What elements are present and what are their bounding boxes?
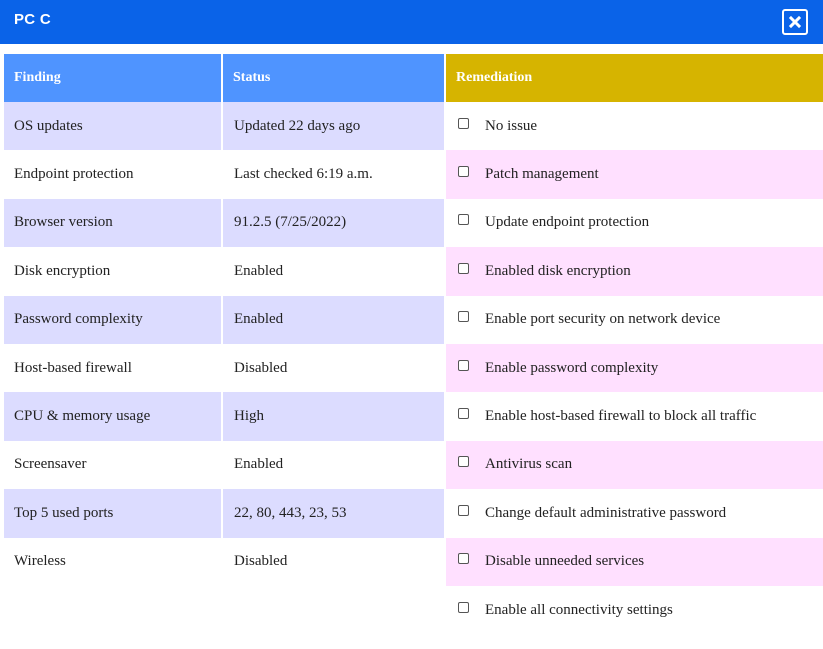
finding-row [4,199,444,247]
finding-status: High [223,392,444,440]
finding-row [4,538,444,586]
finding-name: CPU & memory usage [4,392,221,440]
remediation-checkbox[interactable] [458,263,469,274]
remediation-checkbox[interactable] [458,553,469,564]
remediation-checkbox[interactable] [458,505,469,516]
finding-row [4,392,444,440]
title-bar [0,0,823,44]
remediation-checkbox[interactable] [458,118,469,129]
finding-name: OS updates [4,102,221,150]
remediation-label: Patch management [485,166,599,183]
status-column-header: Status [223,54,444,102]
remediation-list [446,54,823,634]
findings-table [4,54,444,586]
findings-body [4,102,444,586]
remediation-option[interactable] [446,150,823,198]
finding-status: Last checked 6:19 a.m. [234,166,373,183]
close-button[interactable] [782,9,808,35]
remediation-checkbox[interactable] [458,166,469,177]
remediation-label: Disable unneeded services [485,553,645,570]
remediation-label: Enable password complexity [485,359,659,376]
finding-row [4,150,444,198]
remediation-checkbox[interactable] [458,360,469,371]
remediation-checkbox[interactable] [458,602,469,613]
remediation-label: Enable all connectivity settings [485,601,673,618]
remediation-column-header: Remediation [446,54,823,102]
finding-name: Browser version [4,199,221,247]
finding-status: 91.2.5 (7/25/2022) [223,199,444,247]
finding-name: Top 5 used ports [4,489,221,537]
finding-row [4,441,444,489]
finding-row [4,247,444,295]
remediation-label: No issue [485,117,538,134]
remediation-option[interactable] [446,296,823,344]
remediation-option[interactable] [446,441,823,489]
finding-status: Enabled [223,296,444,344]
remediation-label: Enable port security on network device [485,311,721,328]
remediation-option[interactable] [446,392,823,440]
finding-status: Updated 22 days ago [223,102,444,150]
finding-row [4,102,444,150]
findings-header-row [4,54,444,102]
remediation-checkbox[interactable] [458,214,469,225]
remediation-option[interactable] [446,489,823,537]
remediation-option[interactable] [446,586,823,634]
finding-status: Enabled [234,262,284,279]
remediation-label: Enable host-based firewall to block all traffic [485,408,757,425]
finding-name: Disk encryption [14,262,111,279]
remediation-option[interactable] [446,344,823,392]
finding-status: Disabled [234,359,288,376]
remediation-label: Change default administrative password [485,504,727,521]
finding-name: Password complexity [4,296,221,344]
remediation-header-row [446,54,823,102]
remediation-checkbox[interactable] [458,456,469,467]
finding-name: Endpoint protection [14,166,134,183]
remediation-option[interactable] [446,247,823,295]
remediation-checkbox[interactable] [458,311,469,322]
finding-name: Wireless [14,553,66,570]
remediation-body [446,102,823,634]
finding-row [4,344,444,392]
finding-status: Disabled [234,553,288,570]
finding-status: Enabled [234,456,284,473]
finding-column-header: Finding [4,54,221,102]
remediation-option[interactable] [446,102,823,150]
finding-name: Screensaver [14,456,87,473]
remediation-label: Antivirus scan [485,456,573,473]
remediation-option[interactable] [446,199,823,247]
remediation-option[interactable] [446,538,823,586]
finding-row [4,489,444,537]
finding-row [4,296,444,344]
window-title: PC C [14,11,52,28]
close-icon [789,16,801,28]
finding-name: Host-based firewall [14,359,132,376]
remediation-checkbox[interactable] [458,408,469,419]
remediation-label: Update endpoint protection [485,214,650,231]
remediation-label: Enabled disk encryption [485,262,631,279]
finding-status: 22, 80, 443, 23, 53 [223,489,444,537]
